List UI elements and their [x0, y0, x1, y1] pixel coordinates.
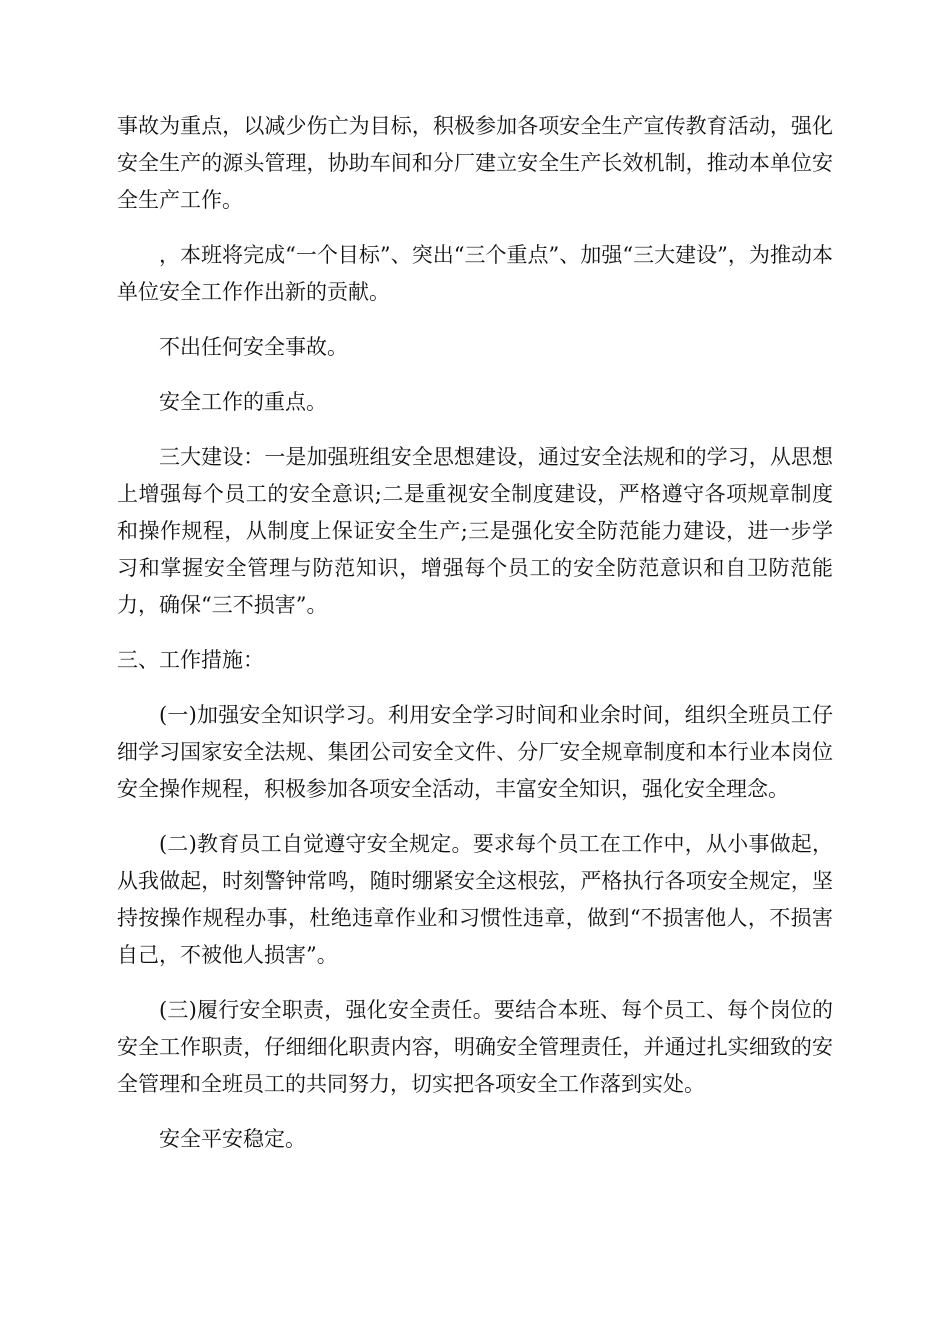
paragraph-4: 安全工作的重点。	[159, 390, 327, 414]
paragraph-3: 不出任何安全事故。	[159, 335, 348, 359]
paragraph-10: 安全平安稳定。	[159, 1127, 306, 1151]
paragraph-7: (一)加强安全知识学习。利用安全学习时间和业余时间，组织全班员工仔细学习国家安全法规、集团公司安全文件、分厂安全规章制度和本行业本岗位安全操作规程，积极参加各项安全活动，丰富安全知识，强化安全理念。	[117, 703, 833, 801]
paragraph-1: 事故为重点，以减少伤亡为目标，积极参加各项安全生产宣传教育活动，强化安全生产的源头管理，协助车间和分厂建立安全生产长效机制，推动本单位安全生产工作。	[117, 114, 833, 212]
section-heading-work-measures: 三、工作措施：	[117, 648, 264, 672]
paragraph-5: 三大建设：一是加强班组安全思想建设，通过安全法规和的学习，从思想上增强每个员工的安全意识;二是重视安全制度建设，严格遵守各项规章制度和操作规程，从制度上保证安全生产;三是强化安全防范能力建设，进一步学习和掌握安全管理与防范知识，增强每个员工的安全防范意识和自卫防范能力，确保“三不损害”。	[117, 445, 833, 617]
document-body	[117, 108, 833, 1176]
paragraph-2: ，本班将完成“一个目标”、突出“三个重点”、加强“三大建设”，为推动本单位安全工作作出新的贡献。	[117, 243, 833, 304]
paragraph-8: (二)教育员工自觉遵守安全规定。要求每个员工在工作中，从小事做起，从我做起，时刻警钟常鸣，随时绷紧安全这根弦，严格执行各项安全规定，坚持按操作规程办事，杜绝违章作业和习惯性违章，做到“不损害他人，不损害自己，不被他人损害”。	[117, 832, 833, 967]
paragraph-9: (三)履行安全职责，强化安全责任。要结合本班、每个员工、每个岗位的安全工作职责，仔细细化职责内容，明确安全管理责任，并通过扎实细致的安全管理和全班员工的共同努力，切实把各项安全工作落到实处。	[117, 998, 833, 1096]
